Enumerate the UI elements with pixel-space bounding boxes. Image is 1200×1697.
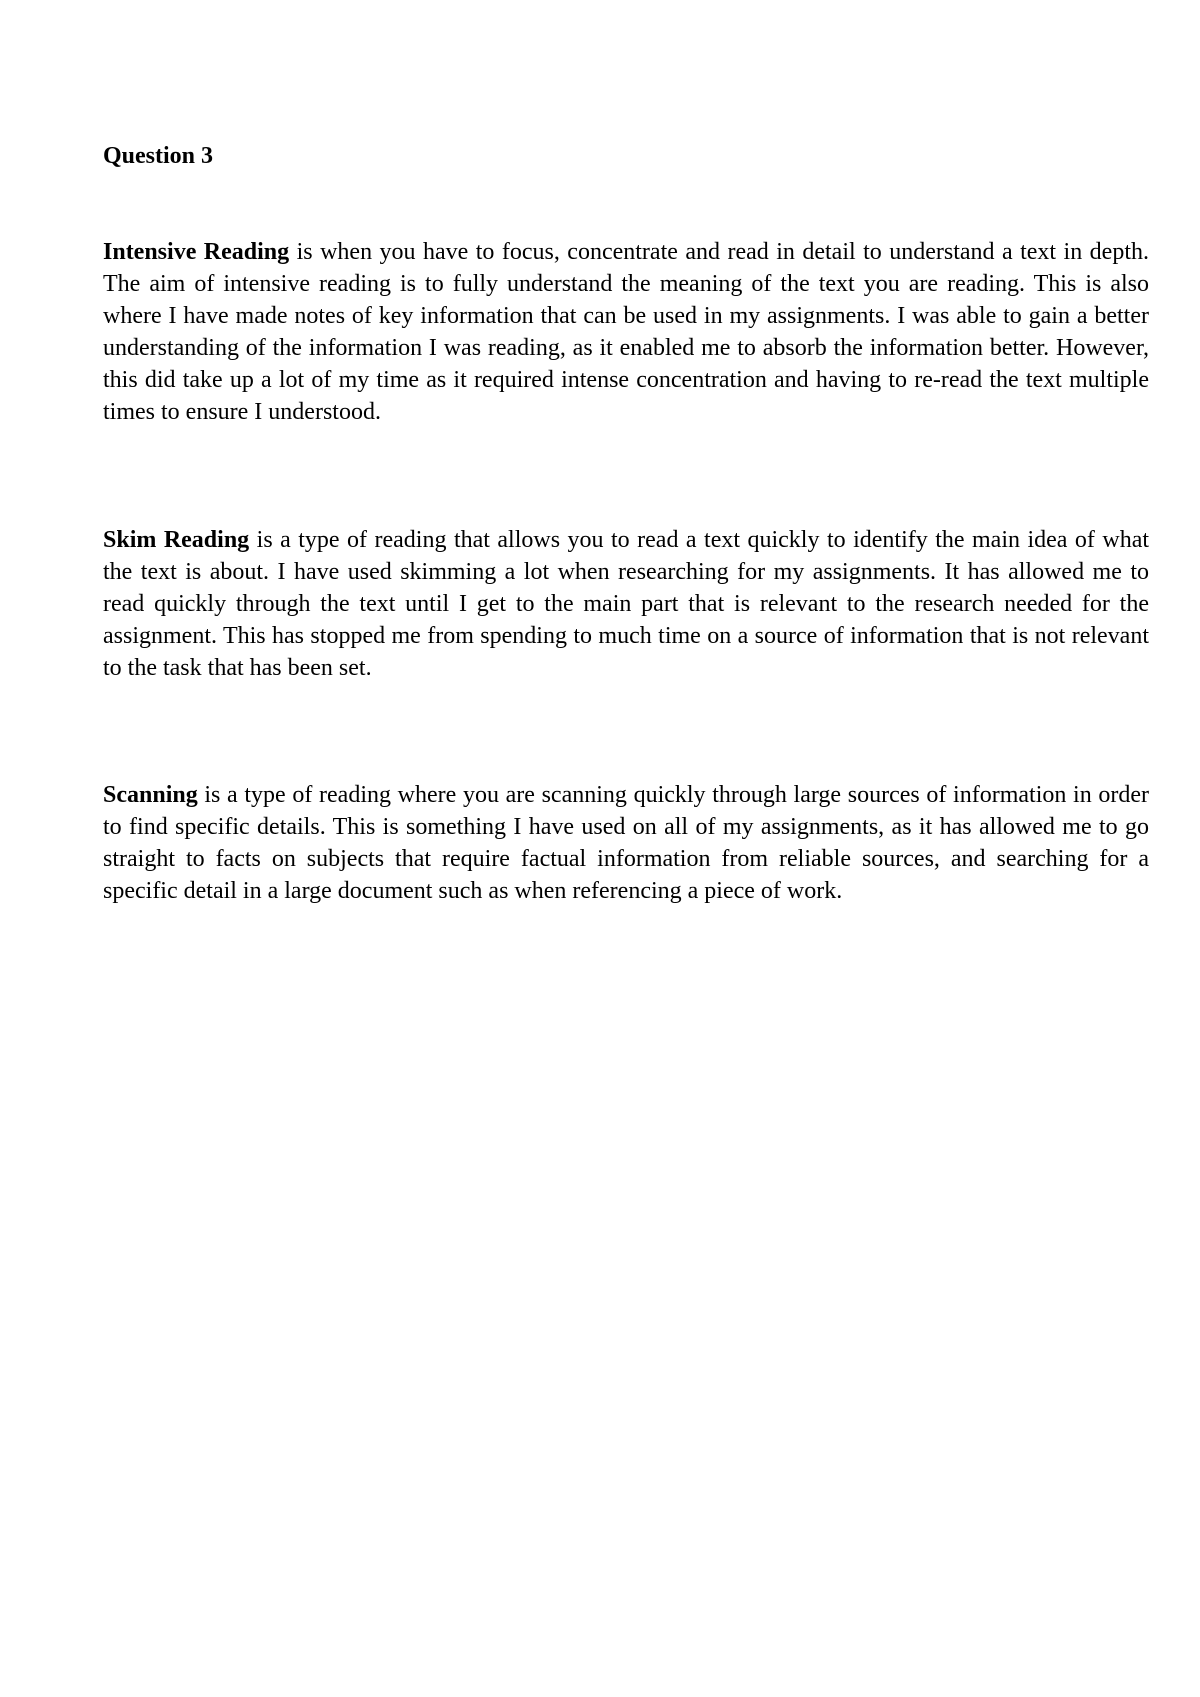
term-scanning: Scanning xyxy=(103,782,198,808)
paragraph-scanning xyxy=(103,779,1149,907)
paragraph-text: is when you have to focus, concentrate and read in detail to understand a text in depth. The aim of intensive reading is to fully understand the meaning of the text you are reading. This is also where I have made notes of key information that can be used in my assignments. I was able to gain a better understanding of the information I was reading, as it enabled me to absorb the information better. However, this did take up a lot of my time as it required intense concentration and having to re-read the text multiple times to ensure I understood. xyxy=(103,239,1149,425)
page-title: Question 3 xyxy=(103,143,214,169)
term-skim-reading: Skim Reading xyxy=(103,527,250,553)
paragraph-text: is a type of reading where you are scanning quickly through large sources of information in order to find specific details. This is something I have used on all of my assignments, as it has allowed me to go straight to facts on subjects that require factual information from reliable sources, and searching for a specific detail in a large document such as when referencing a piece of work. xyxy=(103,782,1149,904)
paragraph-text: is a type of reading that allows you to read a text quickly to identify the main idea of what the text is about. I have used skimming a lot when researching for my assignments. It has allowed me to read quickly through the text until I get to the main part that is relevant to the research needed for the assignment. This has stopped me from spending to much time on a source of information that is not relevant to the task that has been set. xyxy=(103,527,1150,681)
paragraph-skim-reading xyxy=(103,524,1149,684)
term-intensive-reading: Intensive Reading xyxy=(103,239,290,265)
paragraph-intensive-reading xyxy=(103,236,1149,428)
